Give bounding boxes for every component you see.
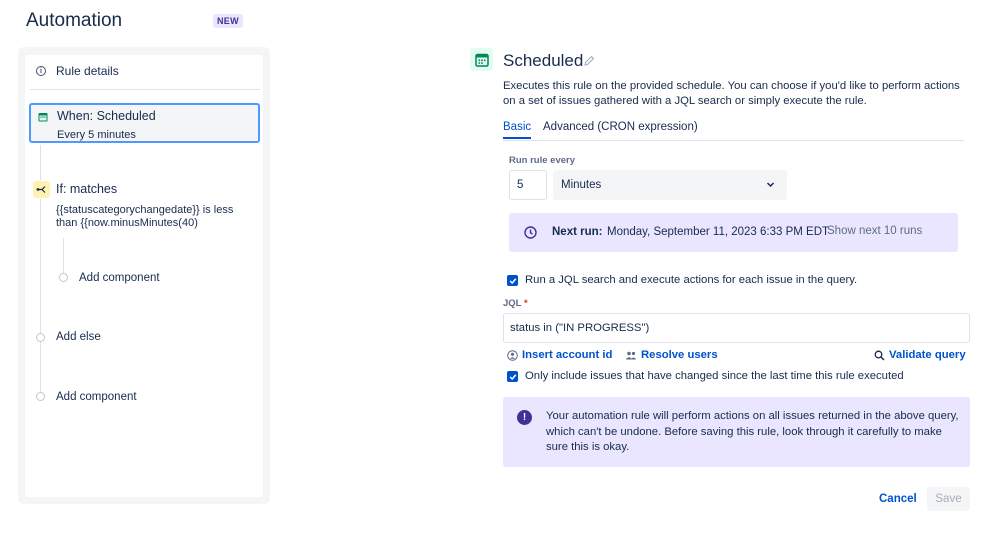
add-component-button[interactable]: Add component	[56, 391, 137, 403]
divider	[30, 89, 260, 90]
check-icon	[509, 277, 517, 285]
tree-line	[40, 145, 41, 180]
validate-query-link[interactable]	[874, 349, 966, 361]
rule-details-label: Rule details	[56, 64, 119, 78]
rule-details-item[interactable]	[36, 64, 119, 78]
warning-banner	[503, 397, 970, 467]
chevron-down-icon	[766, 180, 775, 189]
unit-select[interactable]	[553, 170, 787, 200]
insert-account-id-label: Insert account id	[522, 349, 613, 361]
run-every-input[interactable]	[509, 170, 547, 200]
unit-select-value: Minutes	[561, 179, 602, 191]
component-description: Executes this rule on the provided schedule. You can choose if you'd like to perform actions on a set of issues gathered with a JQL search or simply execute the rule.	[503, 80, 960, 107]
tab-bar	[503, 121, 964, 141]
node-dot	[59, 273, 68, 282]
jql-label	[503, 298, 528, 309]
tree-line	[63, 238, 64, 274]
check-icon	[509, 373, 517, 381]
info-icon: i	[36, 66, 46, 76]
trigger-title: When: Scheduled	[57, 109, 156, 123]
save-button[interactable]: Save	[927, 487, 970, 511]
branch-icon	[33, 181, 50, 198]
node-dot	[36, 392, 45, 401]
only-changed-checkbox-label: Only include issues that have changed since the last time this rule executed	[525, 370, 904, 382]
only-changed-checkbox[interactable]	[507, 371, 518, 382]
cancel-button[interactable]: Cancel	[873, 487, 923, 511]
clock-icon	[524, 226, 537, 239]
resolve-users-label: Resolve users	[641, 349, 718, 361]
next-run-date: Monday, September 11, 2023 6:33 PM EDT	[607, 226, 830, 238]
jql-search-checkbox-label: Run a JQL search and execute actions for each issue in the query.	[525, 274, 858, 286]
tab-advanced[interactable]: Advanced (CRON expression)	[543, 121, 698, 133]
tree-line	[40, 199, 41, 394]
tab-basic[interactable]: Basic	[503, 121, 531, 139]
condition-title[interactable]: If: matches	[56, 182, 118, 196]
insert-account-id-link[interactable]	[507, 349, 612, 361]
next-run-panel	[509, 213, 958, 252]
validate-query-label: Validate query	[889, 349, 966, 361]
jql-label-text: JQL	[503, 298, 522, 309]
search-icon	[874, 350, 885, 361]
trigger-card[interactable]	[29, 103, 260, 143]
people-icon	[625, 350, 637, 361]
calendar-icon	[470, 48, 493, 71]
next-run-label: Next run:	[552, 226, 603, 238]
exclamation-icon: !	[517, 410, 532, 425]
add-component-nested-button[interactable]: Add component	[79, 272, 160, 284]
warning-text: Your automation rule will perform actions on all issues returned in the above query, which can't be undone. Before saving this rule, look through it carefully to make sure this is okay.	[546, 410, 959, 453]
page-title: Automation	[26, 10, 123, 31]
component-title: Scheduled	[503, 51, 584, 70]
add-else-button[interactable]: Add else	[56, 331, 101, 343]
person-icon	[507, 350, 518, 361]
condition-body: {{statuscategorychangedate}} is less than {{now.minusMinutes(40)	[56, 204, 234, 229]
node-dot	[36, 333, 45, 342]
jql-search-checkbox[interactable]	[507, 275, 518, 286]
resolve-users-link[interactable]	[625, 349, 718, 361]
run-every-label: Run rule every	[509, 155, 575, 166]
calendar-icon	[38, 112, 48, 122]
show-next-runs-link[interactable]: Show next 10 runs	[827, 225, 923, 237]
jql-input[interactable]	[503, 313, 970, 343]
new-badge: NEW	[213, 14, 243, 28]
required-marker: *	[523, 298, 528, 309]
trigger-subtitle: Every 5 minutes	[57, 129, 136, 141]
pencil-icon[interactable]	[583, 55, 595, 67]
